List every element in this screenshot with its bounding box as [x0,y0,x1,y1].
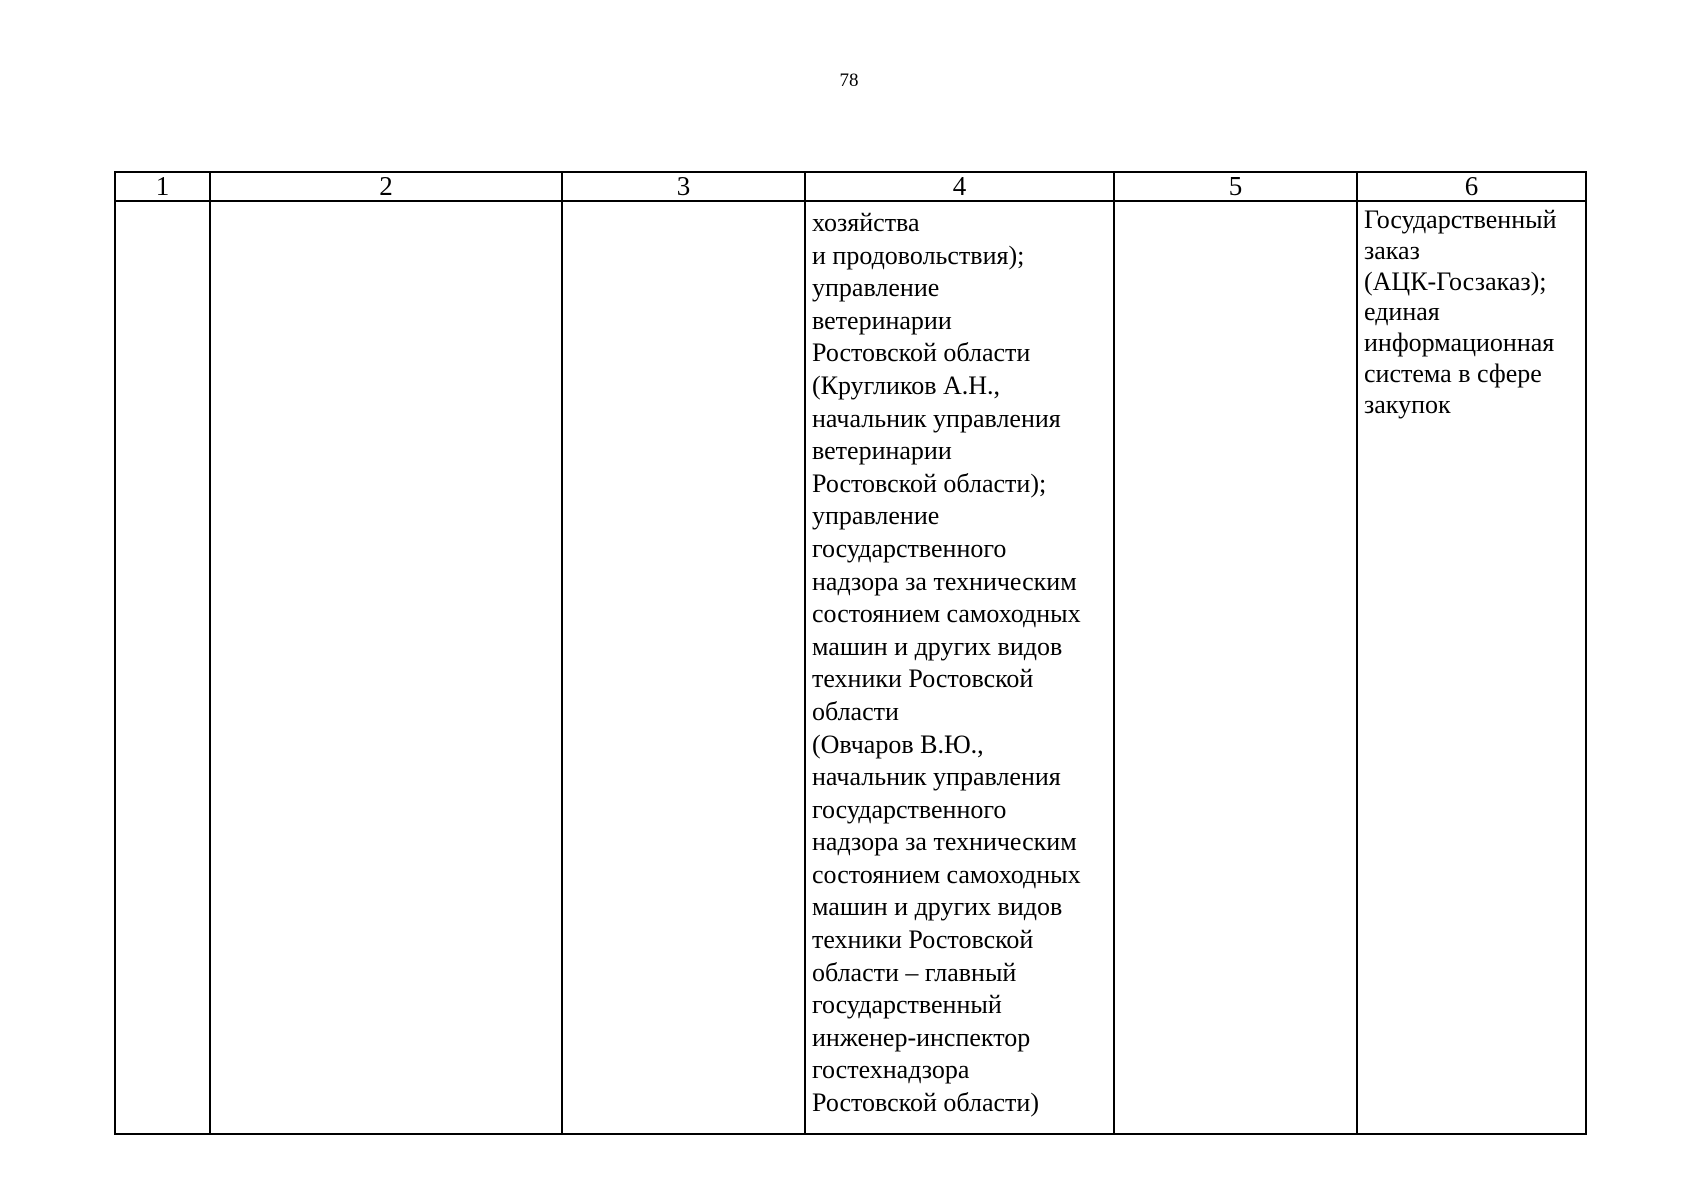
table-cell-col6 [1357,201,1586,1134]
page-number: 78 [839,70,859,91]
table-cell-col3 [562,201,805,1134]
table-cell-col4 [805,201,1114,1134]
column-header-5: 5 [1114,172,1357,201]
column-header-6: 6 [1357,172,1586,201]
table-cell-col2 [210,201,562,1134]
table-cell-col1 [115,201,210,1134]
table-header-row [115,172,1586,201]
column-header-2: 2 [210,172,562,201]
column-header-4: 4 [805,172,1114,201]
column-header-1: 1 [115,172,210,201]
table-row [115,201,1586,1134]
cell-text-col4: хозяйства и продовольствия); управление ветеринарии Ростовской области (Кругликов А.Н., начальник управления ветеринарии Ростовской области); управление государственного надзора за техническим состоянием самоходных машин и других видов техники Ростовской области (Овчаров В.Ю., начальник управления государственного надзора за техническим состоянием самоходных машин и других видов техники Ростовской области – главный государственный инженер-инспектор гостехнадзора Ростовской области) [812,208,1081,1118]
column-header-3: 3 [562,172,805,201]
cell-text-col6: Государственный заказ (АЦК-Госзаказ); единая информационная система в сфере закупок [1364,205,1557,419]
document-table [114,171,1587,1135]
table-cell-col5 [1114,201,1357,1134]
